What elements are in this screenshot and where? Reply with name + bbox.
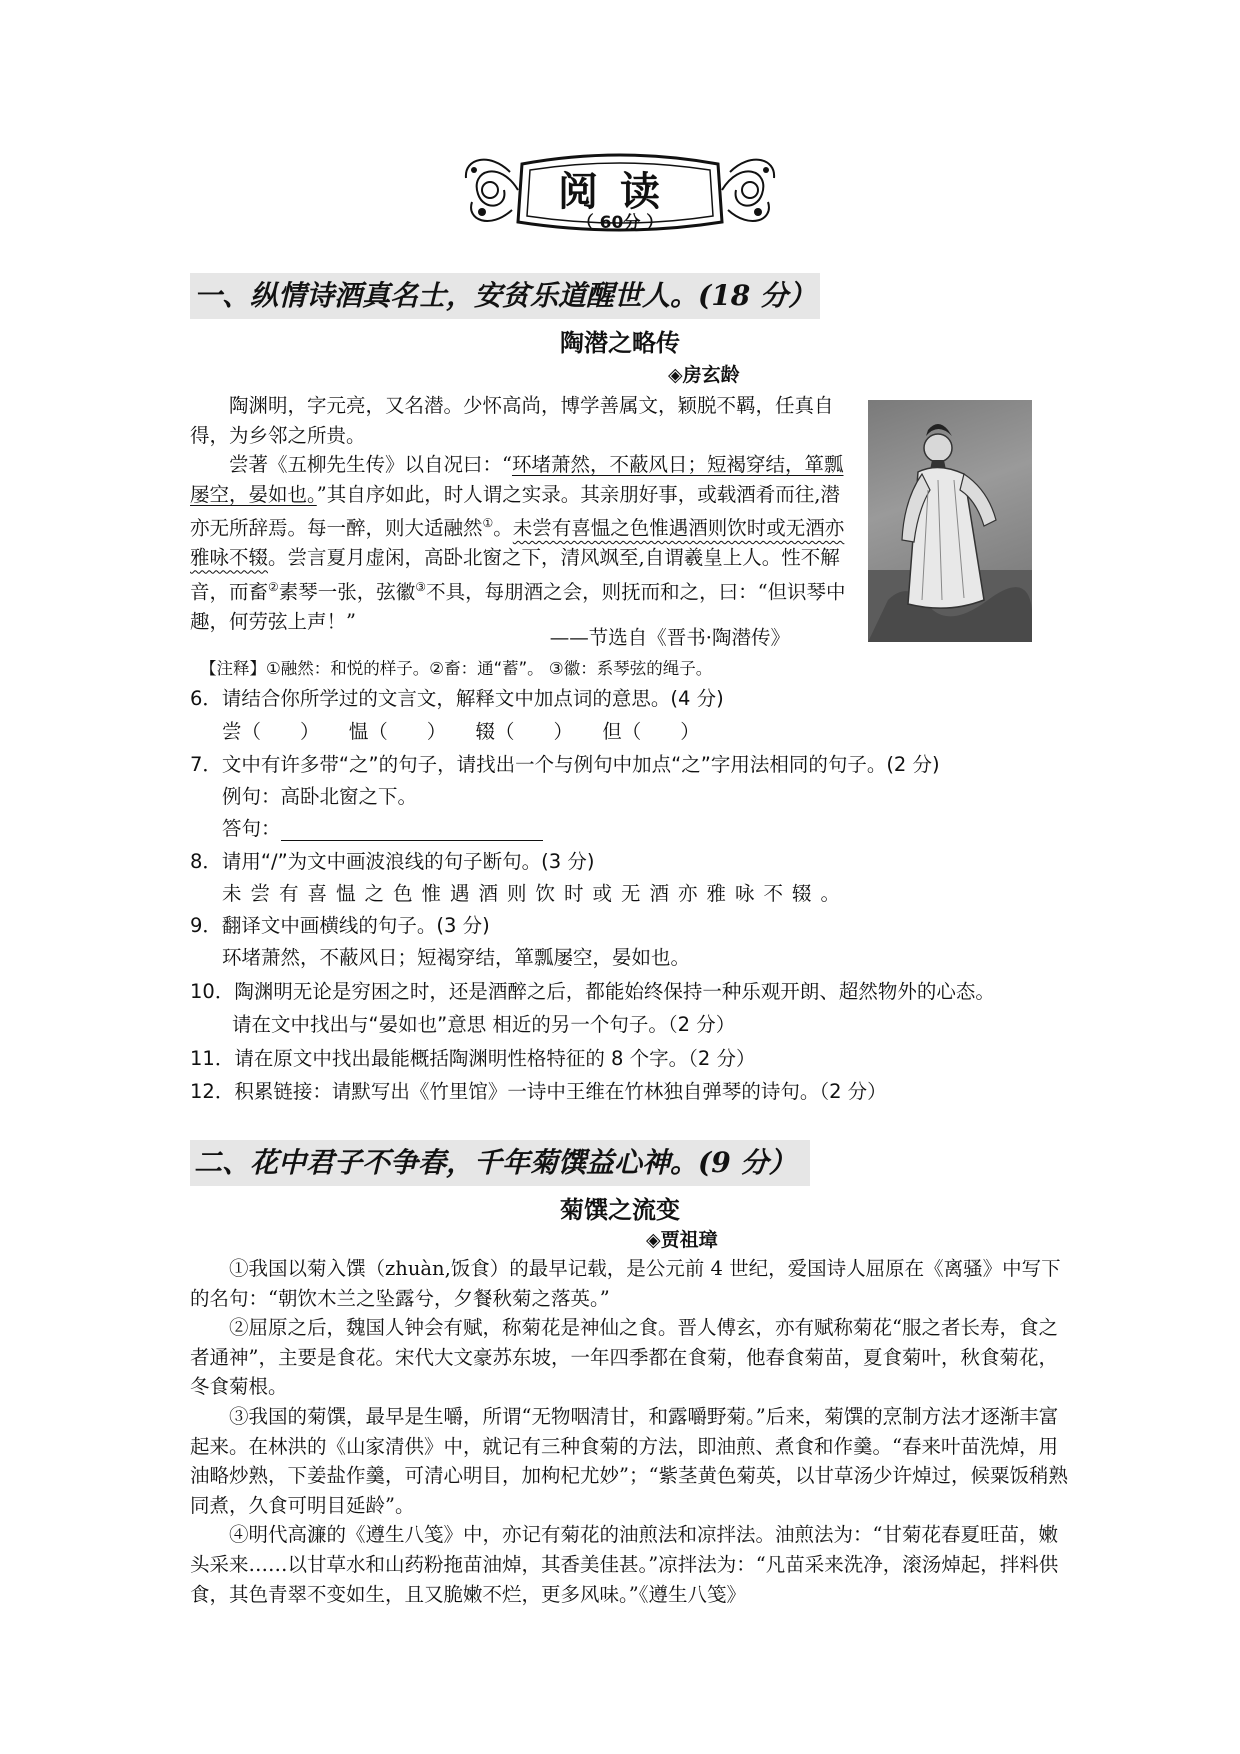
text-span: ”其自序如此，时人谓之实录。其亲朋好事，或载酒肴而往,潜亦无所辞焉。每一醉，则大适融然 xyxy=(190,482,840,540)
passage2-paragraph-2: ②屈原之后，魏国人钟会有赋，称菊花是神仙之食。晋人傅玄，亦有赋称菊花“服之者长寿，食之者通神”，主要是食花。宋代大文豪苏东坡，一年四季都在食菊，他春食菊苗，夏食菊叶，秋食菊花，冬食菊根。 xyxy=(190,1316,1058,1399)
section2-passage xyxy=(190,1254,1070,1609)
section1-passage xyxy=(190,391,850,637)
text-span: 不具，每朋酒之会，则抚而和之，曰：“但识琴中趣，何劳弦上声！” xyxy=(190,580,846,634)
section2-author: ◈贾祖璋 xyxy=(646,1229,718,1251)
banner-title: 阅读 xyxy=(558,168,682,215)
section1-author: ◈房玄龄 xyxy=(668,364,740,386)
passage-source: ——节选自《晋书·陶潜传》 xyxy=(549,626,790,649)
section1-heading: 一、纵情诗酒真名士，安贫乐道醒世人。(18 分） xyxy=(190,273,820,319)
question-10: 10．陶渊明无论是穷困之时，还是酒醉之后，都能始终保持一种乐观开朗、超然物外的心态。 xyxy=(190,980,995,1003)
note-ref-3: ③ xyxy=(415,580,427,595)
underlined-sentence: 环堵萧然，不蔽风日；短褐穿结，箪瓢屡空，晏如也。 xyxy=(190,453,844,506)
passage2-paragraph-1: ①我国以菊入馔（zhuàn,饭食）的最早记载，是公元前 4 世纪，爱国诗人屈原在《离骚》中写下的名句：“朝饮木兰之坠露兮，夕餐秋菊之落英。” xyxy=(190,1257,1061,1310)
question-6: 6．请结合你所学过的文言文，解释文中加点词的意思。(4 分) xyxy=(190,687,724,710)
annotation-note: 【注释】①融然：和悦的样子。②畜：通“蓄”。 ③徽：系琴弦的绳子。 xyxy=(200,659,713,678)
question-8-text: 未尝有喜愠之色惟遇酒则饮时或无酒亦雅咏不辍。 xyxy=(222,882,850,905)
answer-blank[interactable] xyxy=(281,820,543,841)
question-6-items: 尝（ ） 愠（ ） 辍（ ） 但（ ） xyxy=(222,720,700,743)
text-span: 素琴一张，弦徽 xyxy=(278,580,416,604)
tao-yuanming-portrait xyxy=(868,400,1032,642)
passage-paragraph-1: 陶渊明，字元亮，又名潜。少怀高尚，博学善属文，颖脱不羁，任真自得，为乡邻之所贵。 xyxy=(190,394,834,447)
answer-label: 答句： xyxy=(222,817,281,840)
text-span: 。 xyxy=(493,516,513,540)
passage2-paragraph-4: ④明代高濂的《遵生八笺》中，亦记有菊花的油煎法和凉拌法。油煎法为：“甘菊花春夏旺苗，嫩头采来……以甘草水和山药粉拖苗油焯，其香美佳甚。”凉拌法为：“凡苗采来洗净，滚汤焯起，拌料供食，其色青翠不变如生，且又脆嫩不烂，更多风味。”《遵生八笺》 xyxy=(190,1523,1059,1606)
question-7: 7．文中有许多带“之”的句子，请找出一个与例句中加点“之”字用法相同的句子。(2 分) xyxy=(190,753,940,776)
passage2-paragraph-3: ③我国的菊馔，最早是生嚼，所谓“无物咽清甘，和露嚼野菊。”后来，菊馔的烹制方法才逐渐丰富起来。在林洪的《山家清供》中，就记有三种食菊的方法，即油煎、煮食和作羹。“春来叶苗洗焯，用油略炒熟，下姜盐作羹，可清心明目，加枸杞尤妙”；“紫茎黄色菊英，以甘草汤少许焯过，候粟饭稍熟同煮，久食可明目延龄”。 xyxy=(190,1404,1068,1517)
portrait-figure-icon xyxy=(868,400,1032,642)
question-10-b: 请在文中找出与“晏如也”意思 相近的另一个句子。（2 分） xyxy=(232,1013,736,1036)
text-span: 尝著《五柳先生传》以自况曰：“ xyxy=(229,453,512,477)
question-8: 8．请用“/”为文中画波浪线的句子断句。(3 分) xyxy=(190,850,595,873)
question-7-example: 例句：高卧北窗之下。 xyxy=(222,785,418,808)
section2-title: 菊馔之流变 xyxy=(560,1196,680,1224)
question-7-answer xyxy=(222,813,543,841)
section1-title: 陶潜之略传 xyxy=(560,329,680,357)
reading-banner xyxy=(460,150,780,236)
banner-points: （ 60分 ） xyxy=(576,213,664,233)
question-9-text: 环堵萧然，不蔽风日；短褐穿结，箪瓢屡空，晏如也。 xyxy=(222,946,691,969)
question-9: 9．翻译文中画横线的句子。(3 分) xyxy=(190,914,490,937)
question-11: 11．请在原文中找出最能概括陶渊明性格特征的 8 个字。（2 分） xyxy=(190,1047,756,1070)
note-ref-1: ① xyxy=(482,516,494,531)
section2-heading: 二、花中君子不争春，千年菊馔益心神。(9 分） xyxy=(190,1140,810,1186)
note-ref-2: ② xyxy=(268,580,279,595)
question-12: 12．积累链接：请默写出《竹里馆》一诗中王维在竹林独自弹琴的诗句。（2 分） xyxy=(190,1080,887,1103)
wavy-sentence: 未尝有喜愠之色惟遇酒则饮时或无酒亦雅咏不辍 xyxy=(190,516,845,570)
text-span: 。尝言夏月虚闲，高卧北窗之下，清风飒至,自谓羲皇上人。性不解音，而畜 xyxy=(190,546,840,604)
passage-paragraph-2 xyxy=(190,450,850,637)
